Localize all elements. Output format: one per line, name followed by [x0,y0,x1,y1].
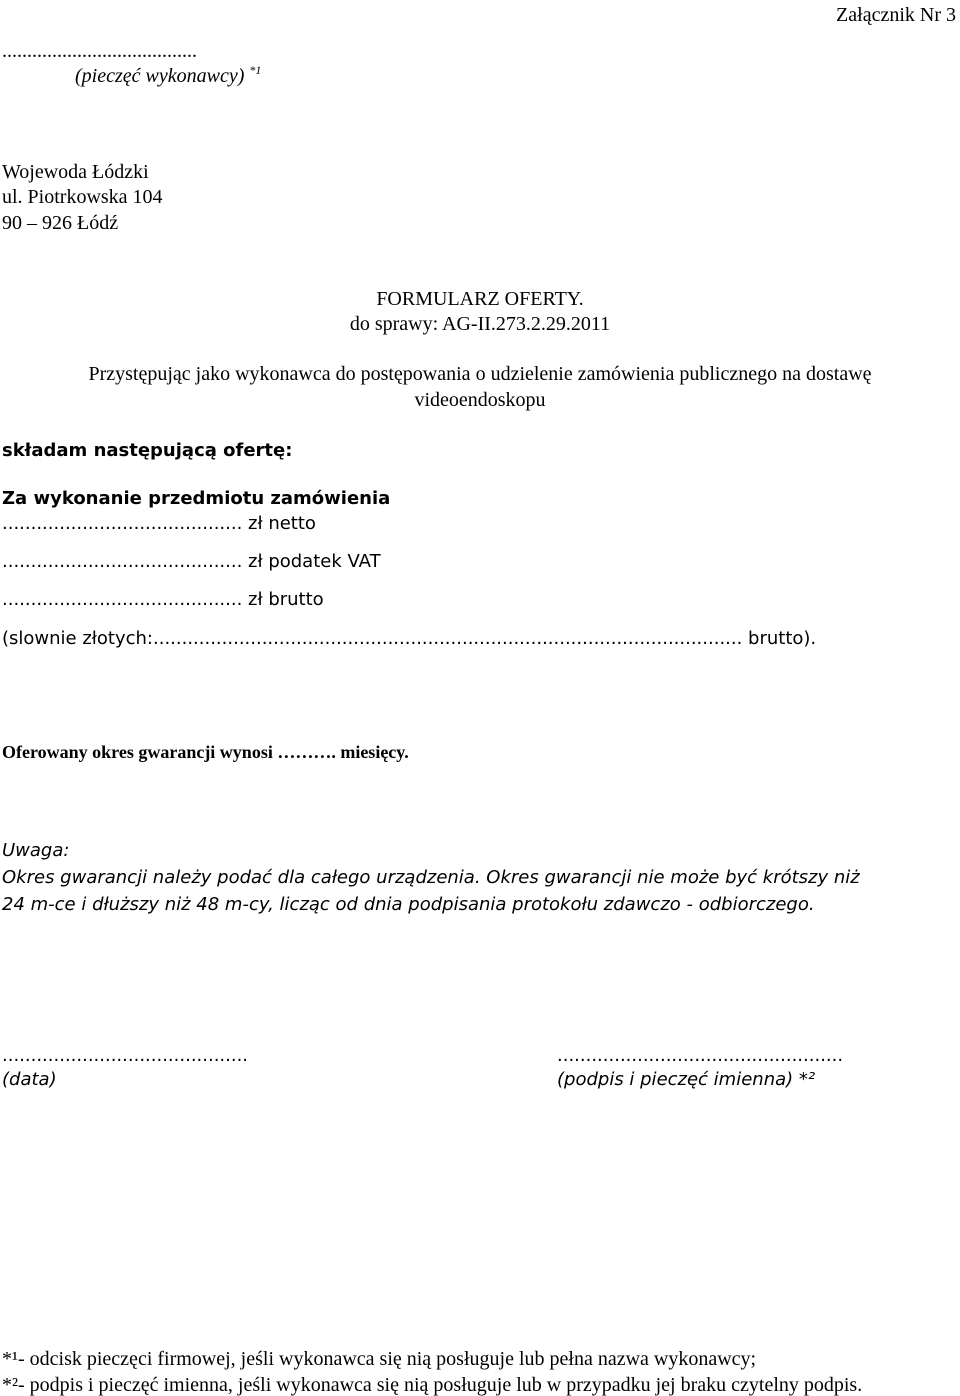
price-netto-line: .......................................... zł netto [2,513,316,534]
note-heading: Uwaga: [2,840,70,861]
addressee-street: ul. Piotrkowska 104 [2,186,163,208]
annex-label: Załącznik Nr 3 [836,4,956,26]
intro-line-2: videoendoskopu [414,389,546,411]
addressee-city: 90 – 926 Łódź [2,212,119,234]
signature-dots: .................................................. [557,1045,844,1066]
price-brutto-line: .......................................... zł brutto [2,589,324,610]
addressee-name: Wojewoda Łódzki [2,161,149,183]
stamp-dots: ....................................... [2,40,197,62]
date-dots: ........................................... [2,1045,249,1066]
intro-line-1: Przystępując jako wykonawca do postępowania o udzielenie zamówienia publicznego na dostawę [88,363,872,385]
footnote-2: *²- podpis i pieczęć imienna, jeśli wykonawca się nią posługuje lub w przypadku jej braku czytelny podpis. [2,1374,863,1396]
signature-label: (podpis i pieczęć imienna) *² [557,1069,816,1090]
stamp-footnote-marker: *1 [249,63,262,77]
case-reference: do sprawy: AG-II.273.2.29.2011 [349,313,611,335]
note-line-2: 24 m-ce i dłuższy niż 48 m-cy, licząc od dnia podpisania protokołu zdawczo - odbiorczego. [2,894,815,915]
offer-heading: składam następującą ofertę: [2,440,293,461]
price-in-words-line: (slownie złotych:....................................................................................................... brutto). [2,628,817,649]
stamp-label [75,63,262,87]
form-title: FORMULARZ OFERTY. [376,288,584,310]
stamp-label-text: (pieczęć wykonawcy) [75,65,245,87]
price-heading: Za wykonanie przedmiotu zamówienia [2,488,391,509]
warranty-period-line: Oferowany okres gwarancji wynosi ………. miesięcy. [2,742,409,762]
date-label: (data) [2,1069,57,1090]
note-line-1: Okres gwarancji należy podać dla całego urządzenia. Okres gwarancji nie może być krótszy niż [2,867,860,888]
price-vat-line: .......................................... zł podatek VAT [2,551,381,572]
footnote-1: *¹- odcisk pieczęci firmowej, jeśli wykonawca się nią posługuje lub pełna nazwa wykonawcy; [2,1348,757,1370]
